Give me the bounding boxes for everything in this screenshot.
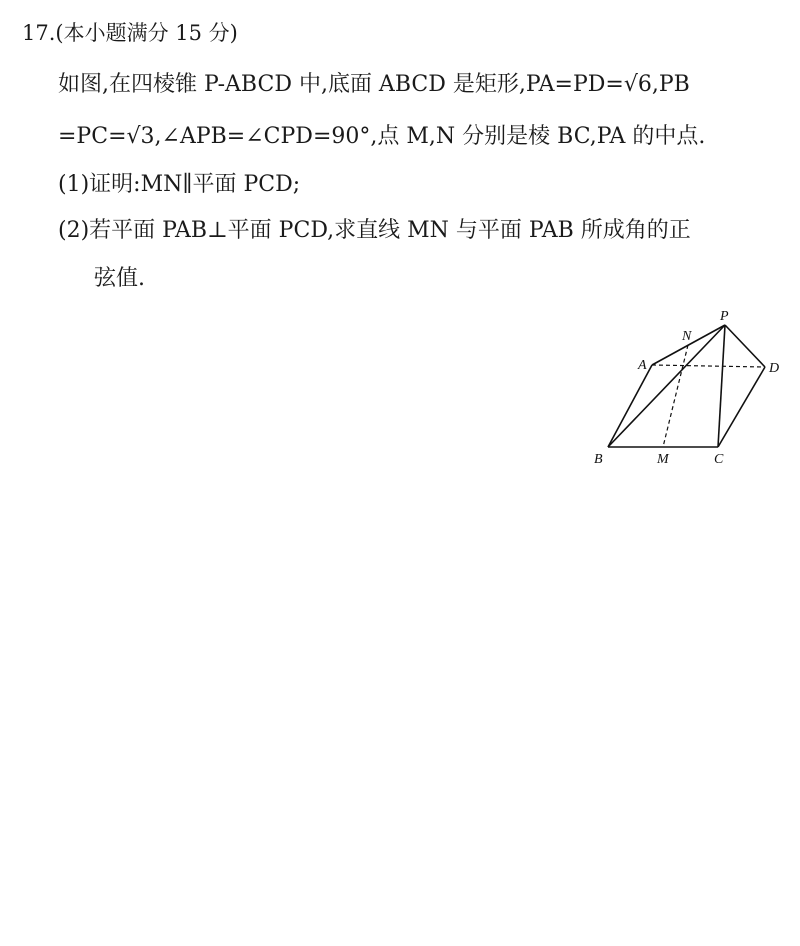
edge-AB bbox=[608, 365, 652, 447]
part-1-question: (1)证明:MN∥平面 PCD; bbox=[58, 172, 301, 197]
segment-MN-hidden bbox=[663, 345, 688, 447]
problem-heading: 17.(本小题满分 15 分) bbox=[22, 21, 238, 45]
problem-statement-line-2: =PC=√3,∠APB=∠CPD=90°,点 M,N 分别是棱 BC,PA 的中点. bbox=[58, 124, 706, 149]
label-M: M bbox=[657, 452, 669, 467]
part-2-question-line-1: (2)若平面 PAB⊥平面 PCD,求直线 MN 与平面 PAB 所成角的正 bbox=[58, 218, 691, 243]
edge-CD bbox=[718, 367, 765, 447]
pyramid-figure bbox=[580, 305, 785, 475]
label-N: N bbox=[682, 329, 692, 344]
problem-statement-line-1: 如图,在四棱锥 P-ABCD 中,底面 ABCD 是矩形,PA=PD=√6,PB bbox=[58, 72, 690, 97]
edge-PC bbox=[718, 325, 725, 447]
edge-PB bbox=[608, 325, 725, 447]
part-2-question-line-2: 弦值. bbox=[94, 266, 145, 291]
label-D: D bbox=[769, 361, 780, 376]
edge-PD bbox=[725, 325, 765, 367]
edge-AD-hidden bbox=[652, 365, 765, 367]
label-C: C bbox=[714, 452, 724, 467]
label-P: P bbox=[720, 309, 729, 324]
label-A: A bbox=[638, 358, 647, 373]
label-B: B bbox=[594, 452, 603, 467]
